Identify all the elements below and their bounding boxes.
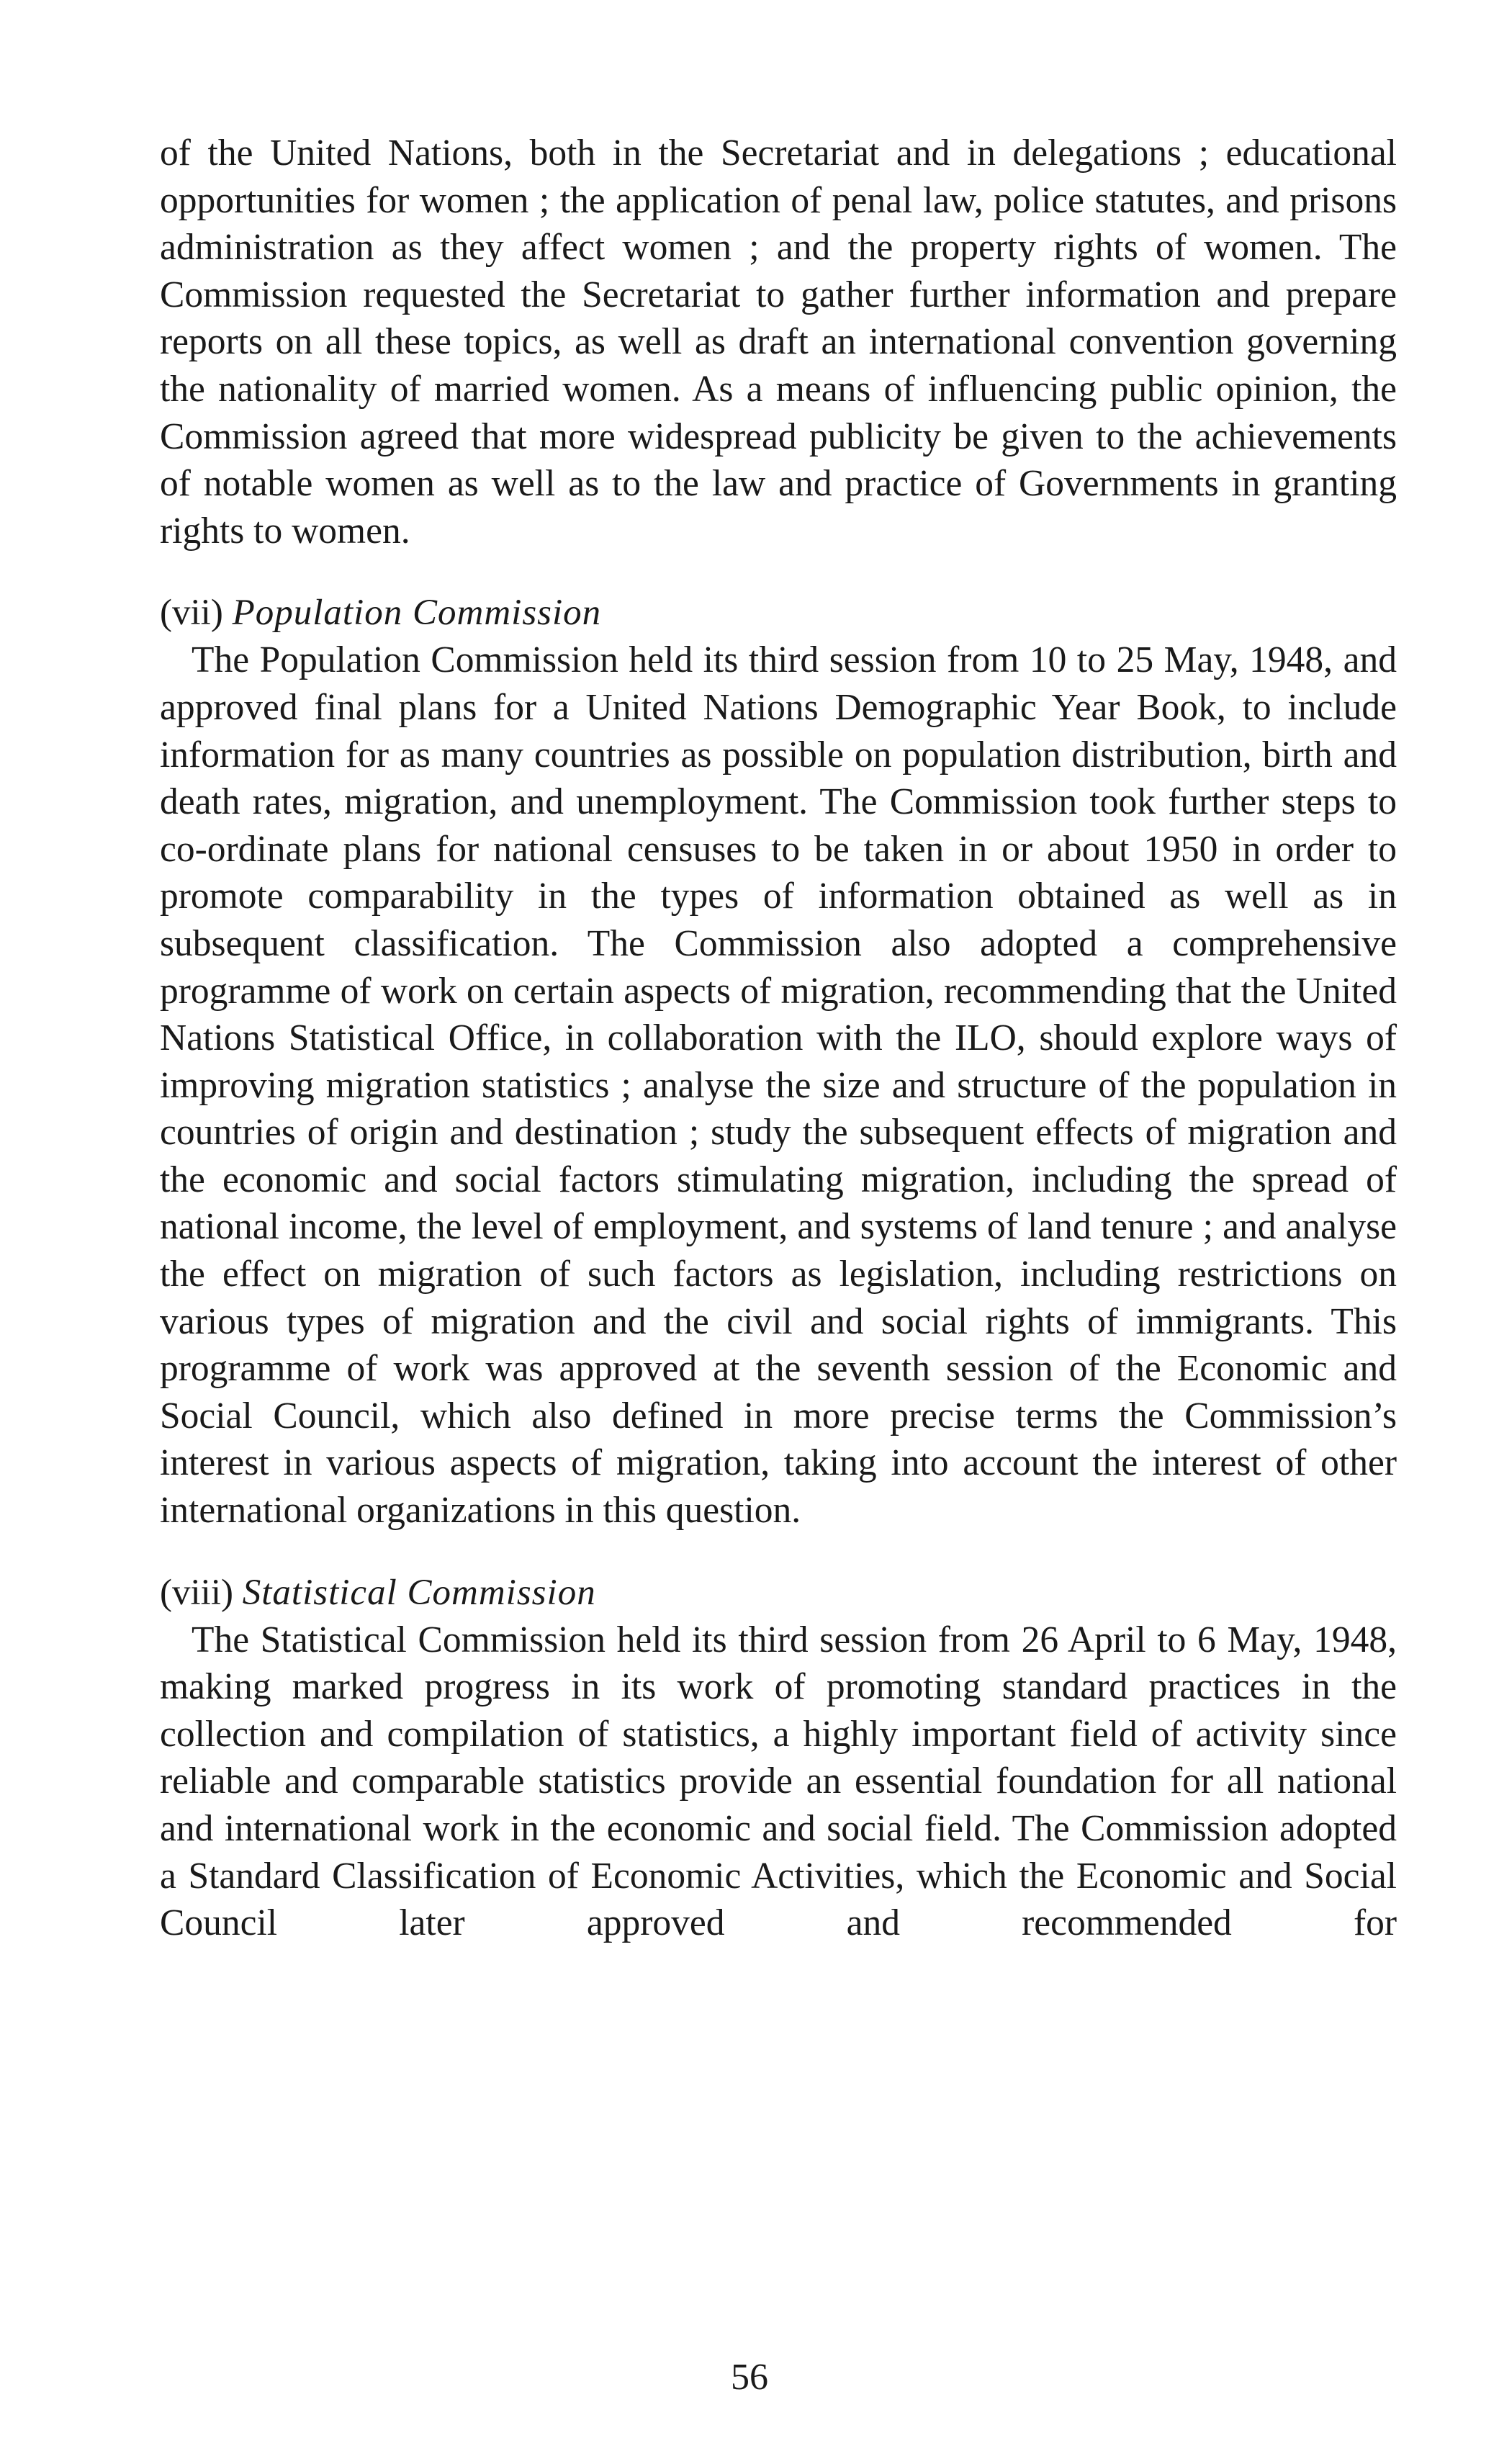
section-heading: [160, 589, 1397, 637]
section-body: The Population Commission held its third session from 10 to 25 May, 1948, and approved final plans for a United Nations Demographic Year Book, to include information for as many countries as possible on population distribution, birth and death rates, migration, and unemployment. The Commission took further steps to co-ordinate plans for national censuses to be taken in or about 1950 in order to promote comparability in the types of information obtained as well as in subsequent classification. The Commission also adopted a comprehensive programme of work on certain aspects of migration, recommending that the United Nations Statistical Office, in collaboration with the ILO, should explore ways of improving migration statistics ; analyse the size and structure of the population in countries of origin and destination ; study the subsequent effects of migration and the economic and social factors stimulating migration, including the spread of national income, the level of employment, and systems of land tenure ; and analyse the effect on migration of such factors as legislation, including restrictions on various types of migration and the civil and social rights of immigrants. This programme of work was approved at the seventh session of the Economic and Social Council, which also defined in more precise terms the Commission’s interest in various aspects of migration, taking into account the interest of other international organizations in this question.: [160, 639, 1397, 1532]
section-body: The Statistical Commission held its third session from 26 April to 6 May, 1948, making marked progress in its work of promoting standard practices in the collection and compilation of statistics, a highly important field of activity since reliable and comparable statistics provide an essential foundation for all national and international work in the economic and social field. The Commission adopted a Standard Classification of Economic Activities, which the Economic and Social Council later approved and recommended for: [160, 1619, 1397, 1944]
document-page: [160, 130, 1397, 1947]
intro-paragraph: of the United Nations, both in the Secretariat and in delegations ; educational opportunities for women ; the application of penal law, police statutes, and prisons administration as they affect women ; and the property rights of women. The Commission requested the Secretariat to gather further information and prepare reports on all these topics, as well as draft an international convention governing the nationality of married women. As a means of influencing public opinion, the Commission agreed that more widespread publicity be given to the achievements of notable women as well as to the law and practice of Governments in granting rights to women.: [160, 132, 1397, 552]
section-statistical-commission: [160, 1569, 1397, 1947]
section-number: (viii): [160, 1572, 233, 1613]
section-number: (vii): [160, 593, 223, 634]
section-title: Population Commission: [232, 593, 602, 634]
section-population-commission: [160, 589, 1397, 1534]
section-heading: [160, 1569, 1397, 1617]
page-number: 56: [731, 2357, 768, 2398]
section-title: Statistical Commission: [242, 1572, 596, 1613]
